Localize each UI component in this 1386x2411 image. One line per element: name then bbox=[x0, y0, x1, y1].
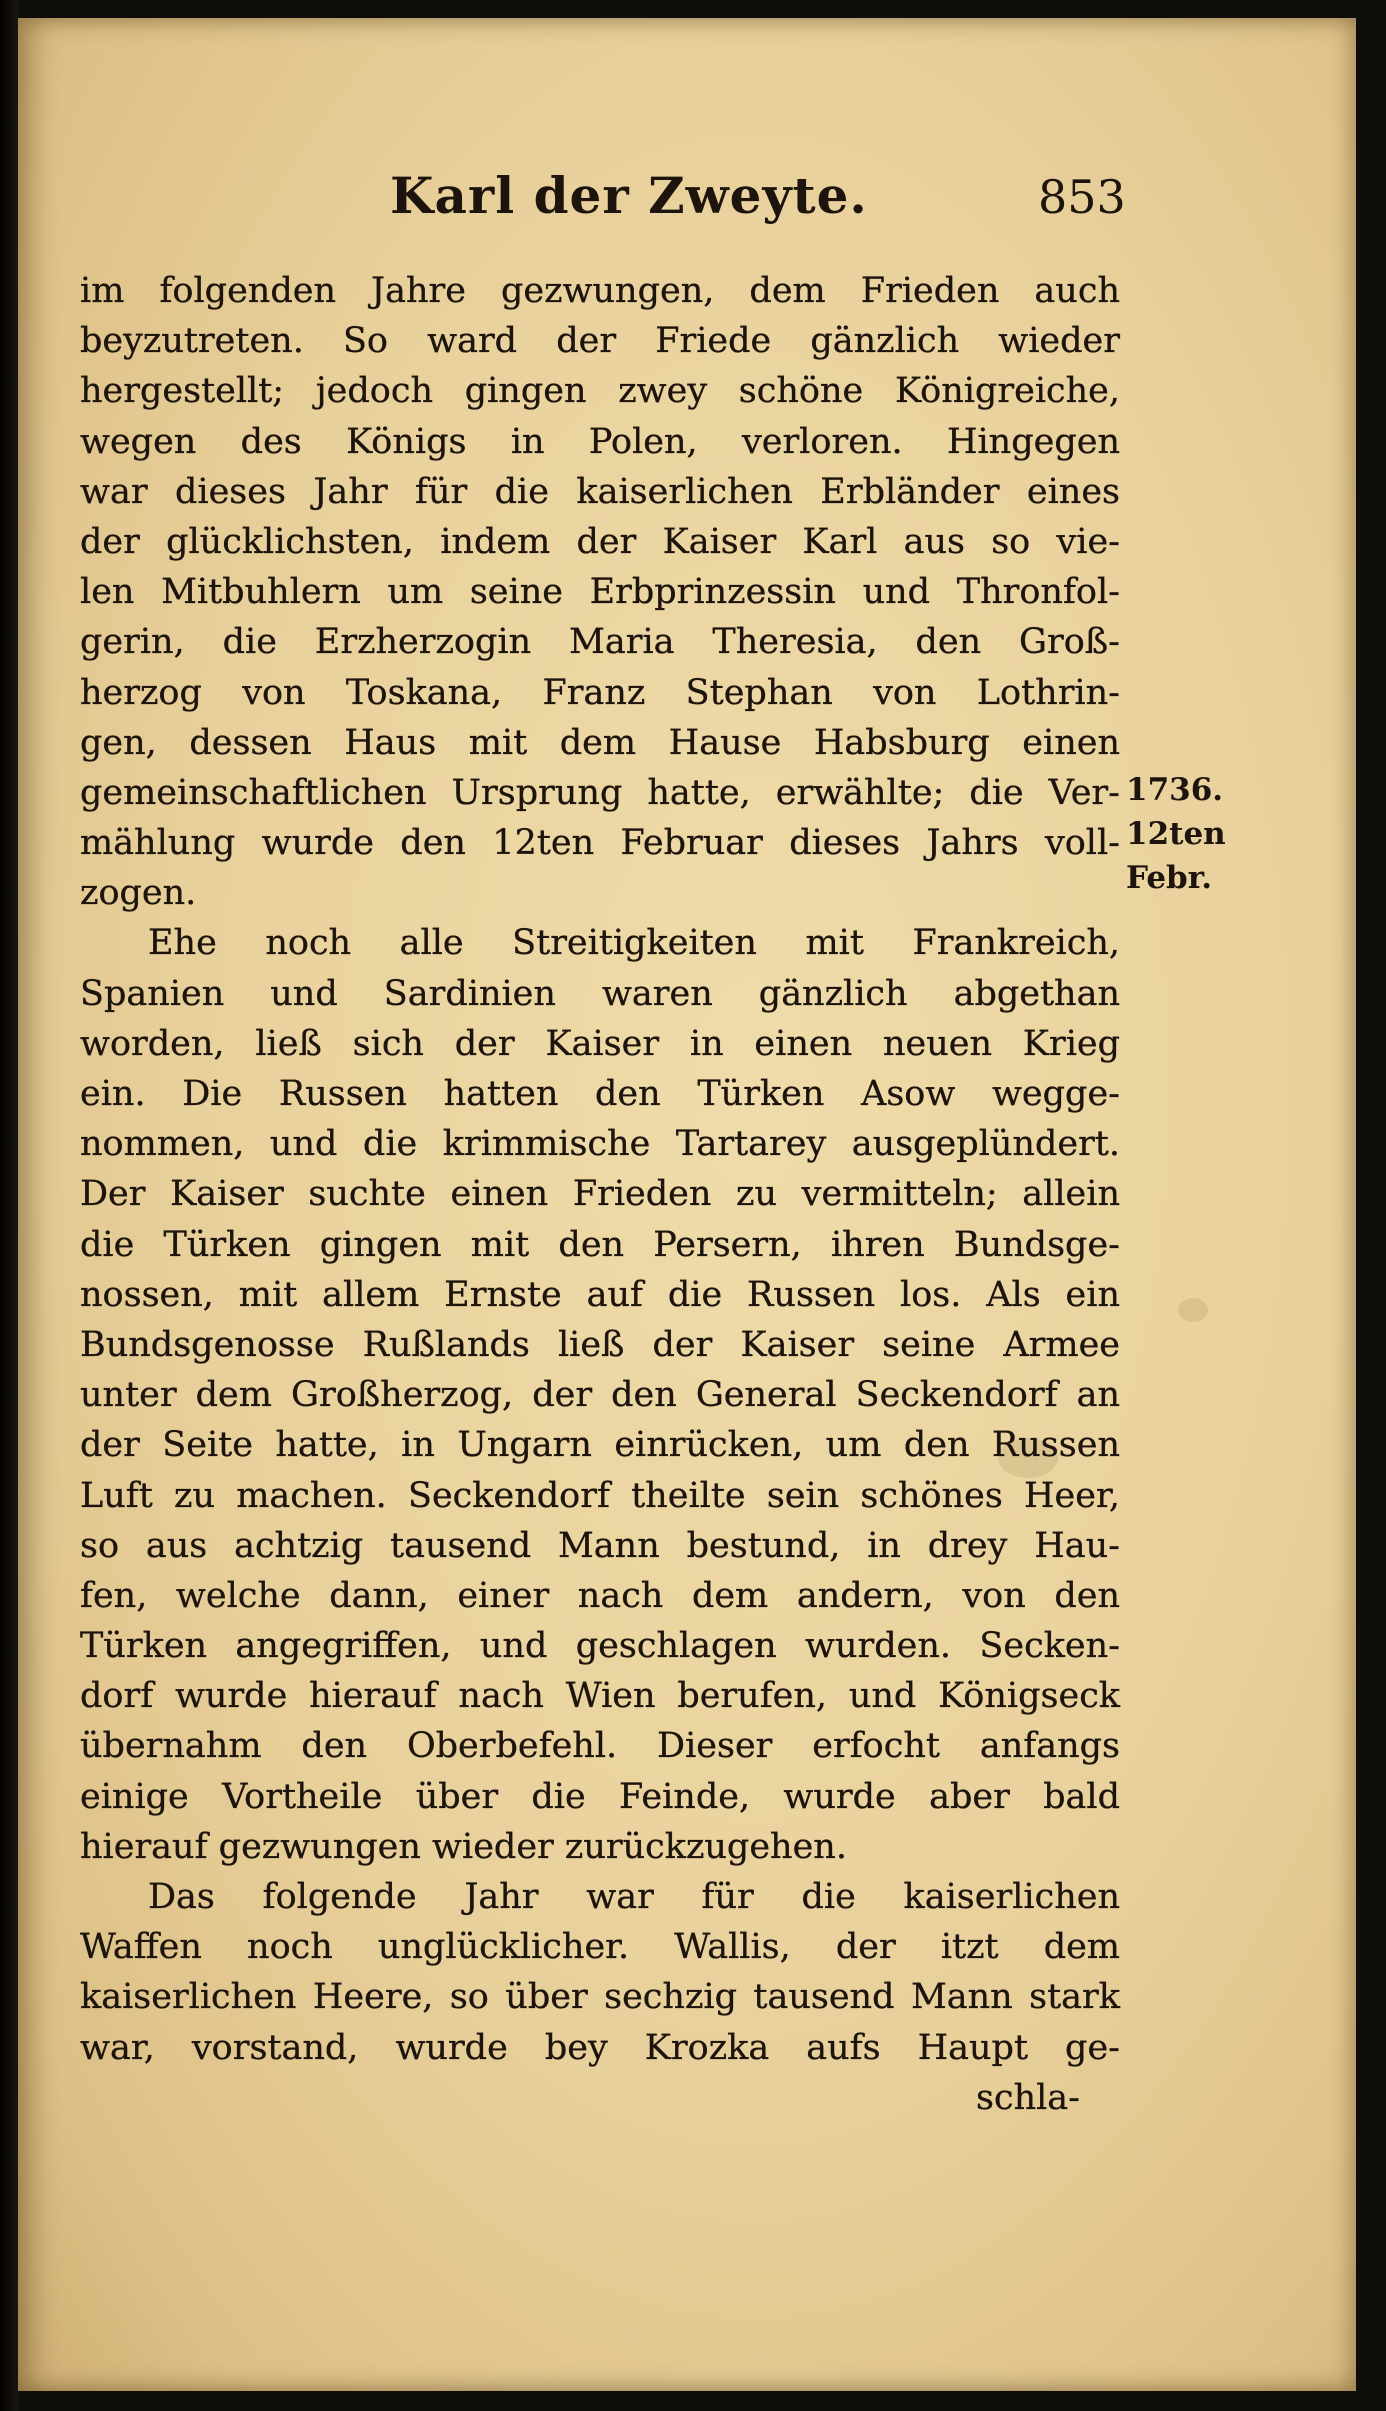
text-line: kaiserlichen Heere, so über sechzig tausend Mann stark bbox=[80, 1977, 1120, 2018]
text-line: hergestellt; jedoch gingen zwey schöne Königreiche, bbox=[80, 371, 1120, 412]
text-line: übernahm den Oberbefehl. Dieser erfocht anfangs bbox=[80, 1726, 1120, 1767]
text-line: war, vorstand, wurde bey Krozka aufs Haupt ge- bbox=[80, 2027, 1120, 2068]
text-line: die Türken gingen mit den Persern, ihren Bundsge- bbox=[80, 1224, 1120, 1265]
book-page bbox=[18, 18, 1356, 2391]
text-line: herzog von Toskana, Franz Stephan von Lothrin- bbox=[80, 672, 1120, 713]
text-line: Luft zu machen. Seckendorf theilte sein schönes Heer, bbox=[80, 1475, 1120, 1516]
page-number: 853 bbox=[1038, 170, 1126, 224]
text-line: der glücklichsten, indem der Kaiser Karl aus so vie- bbox=[80, 521, 1120, 562]
text-line: len Mitbuhlern um seine Erbprinzessin und Thronfol- bbox=[80, 572, 1120, 613]
text-line: Ehe noch alle Streitigkeiten mit Frankreich, bbox=[148, 923, 1120, 964]
body-text bbox=[80, 266, 1120, 2123]
text-line: Das folgende Jahr war für die kaiserlichen bbox=[148, 1877, 1120, 1917]
text-line: nossen, mit allem Ernste auf die Russen los. Als ein bbox=[80, 1274, 1120, 1315]
text-line: im folgenden Jahre gezwungen, dem Frieden auch bbox=[80, 271, 1120, 311]
page-header bbox=[18, 148, 1356, 248]
text-line: mählung wurde den 12ten Februar dieses Jahrs voll- bbox=[80, 823, 1120, 864]
text-line: Türken angegriffen, und geschlagen wurden. Secken- bbox=[80, 1626, 1120, 1667]
text-line: nommen, und die krimmische Tartarey ausgeplündert. bbox=[80, 1124, 1120, 1165]
text-line: einige Vortheile über die Feinde, wurde aber bald bbox=[80, 1776, 1120, 1817]
text-line: Waffen noch unglücklicher. Wallis, der itzt dem bbox=[80, 1927, 1120, 1968]
text-line: beyzutreten. So ward der Friede gänzlich wieder bbox=[80, 321, 1120, 362]
margin-note-month: Febr. bbox=[1126, 860, 1212, 896]
margin-note-year: 1736. bbox=[1126, 772, 1224, 808]
paper-stain bbox=[1178, 1298, 1208, 1322]
text-line: dorf wurde hierauf nach Wien berufen, und Königseck bbox=[80, 1676, 1120, 1717]
text-line: der Seite hatte, in Ungarn einrücken, um den Russen bbox=[80, 1425, 1120, 1466]
text-line: Bundsgenosse Rußlands ließ der Kaiser seine Armee bbox=[80, 1324, 1120, 1365]
text-line: fen, welche dann, einer nach dem andern, von den bbox=[80, 1575, 1120, 1616]
text-line: gemeinschaftlichen Ursprung hatte, erwählte; die Ver- bbox=[80, 772, 1120, 813]
text-line: Spanien und Sardinien waren gänzlich abgethan bbox=[80, 973, 1120, 1014]
text-line: hierauf gezwungen wieder zurückzugehen. bbox=[80, 1826, 847, 1867]
text-line: ein. Die Russen hatten den Türken Asow wegge- bbox=[80, 1074, 1120, 1114]
running-head-title: Karl der Zweyte. bbox=[390, 166, 868, 225]
text-line: wegen des Königs in Polen, verloren. Hingegen bbox=[80, 421, 1120, 462]
text-line: so aus achtzig tausend Mann bestund, in drey Hau- bbox=[80, 1525, 1120, 1566]
text-line: worden, ließ sich der Kaiser in einen neuen Krieg bbox=[80, 1023, 1120, 1064]
book-binding-edge bbox=[0, 0, 18, 2411]
text-line: unter dem Großherzog, der den General Seckendorf an bbox=[80, 1375, 1120, 1416]
text-line: gen, dessen Haus mit dem Hause Habsburg einen bbox=[80, 722, 1120, 763]
text-line: war dieses Jahr für die kaiserlichen Erbländer eines bbox=[80, 471, 1120, 512]
text-line: zogen. bbox=[80, 873, 197, 914]
margin-notes bbox=[1126, 768, 1251, 900]
margin-note-day: 12ten bbox=[1126, 816, 1226, 852]
text-line: Der Kaiser suchte einen Frieden zu vermitteln; allein bbox=[80, 1174, 1120, 1215]
text-line: gerin, die Erzherzogin Maria Theresia, den Groß- bbox=[80, 622, 1120, 663]
catchword: schla- bbox=[976, 2077, 1080, 2118]
